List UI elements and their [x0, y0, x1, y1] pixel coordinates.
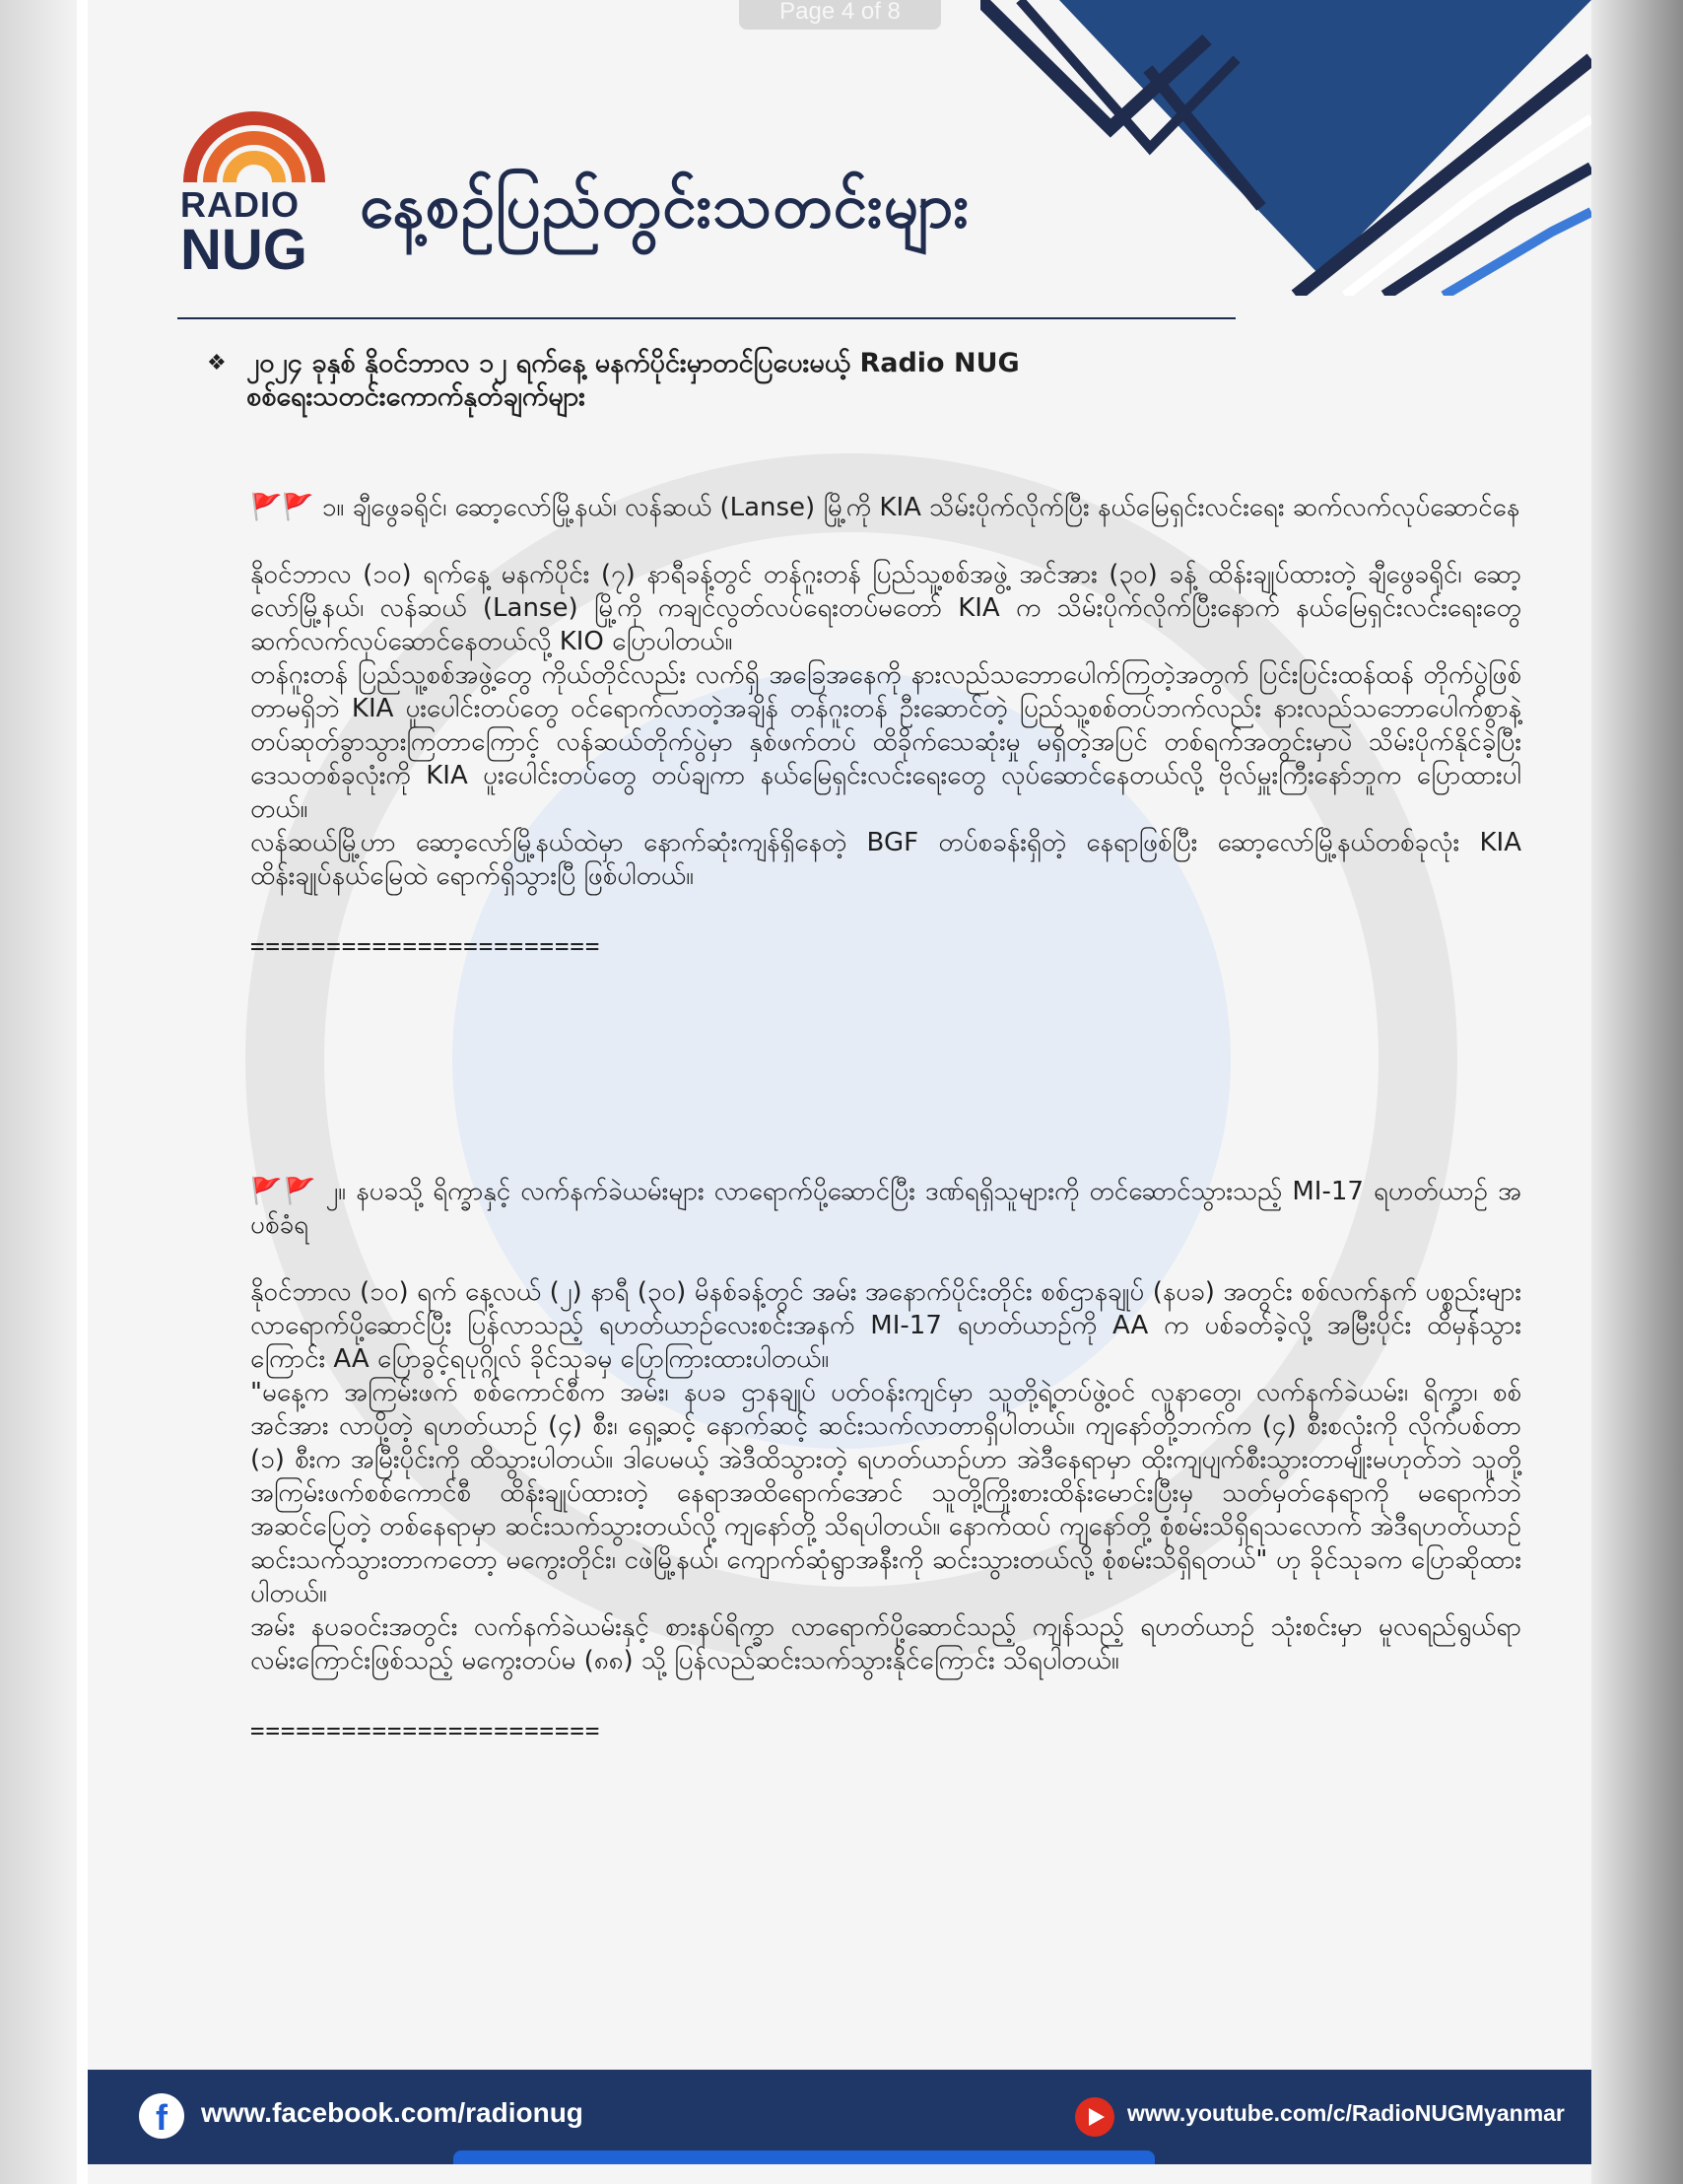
logo-radio-text: RADIO — [180, 184, 300, 225]
page-indicator: Page 4 of 8 — [739, 0, 941, 30]
flag-icon: 🚩🚩 — [250, 1177, 318, 1206]
news-item-1-title: 🚩🚩 ၁။ ချီဖွေခရိုင်၊ ဆော့လော်မြို့နယ်၊ လန်ဆယ် (Lanse) မြို့ကို KIA သိမ်းပိုက်လိုက်ပြီး နယ်မြေရှင်းလင်းရေး ဆက်လက်လုပ်ဆောင်နေ — [250, 493, 1520, 522]
news-item-1 — [250, 491, 1521, 960]
news-item-2-paragraph-1: နိုဝင်ဘာလ (၁၀) ရက် နေ့လယ် (၂) နာရီ (၃၀) မိနစ်ခန့်တွင် အမ်း အနောက်ပိုင်းတိုင်း စစ်ဌာနချုပ် (နပခ) အတွင်း စစ်လက်နက် ပစ္စည်းများ လာရောက်ပို့ဆောင်ပြီး ပြန်လာသည့် ရဟတ်ယာဉ်လေးစင်းအနက် MI-17 ရဟတ်ယာဉ်ကို AA က ပစ်ခတ်ခဲ့လို့ အမြီးပိုင်း ထိမှန်သွားကြောင်း AA ပြောခွင့်ရပုဂ္ဂိုလ် ခိုင်သုခမှ ပြောကြားထားပါတယ်။ — [250, 1277, 1521, 1374]
news-item-2-paragraph-3: အမ်း နပခဝင်းအတွင်း လက်နက်ခဲယမ်းနှင့် စားနပ်ရိက္ခာ လာရောက်ပို့ဆောင်သည့် ကျန်သည့် ရဟတ်ယာဉ် သုံးစင်းမှာ မူလရည်ရွယ်ရာလမ်းကြောင်းဖြစ်သည့် မကွေးတပ်မ (၈၈) သို့ ပြန်လည်ဆင်းသက်သွားနိုင်ကြောင်း သိရပါတယ်။ — [250, 1612, 1521, 1675]
flag-icon: 🚩🚩 — [250, 493, 314, 522]
facebook-link[interactable]: www.facebook.com/radionug — [201, 2097, 583, 2128]
diamond-bullet-icon: ❖ — [207, 351, 227, 375]
scroll-indicator[interactable] — [453, 2150, 1155, 2164]
right-margin — [1591, 0, 1683, 2184]
news-item-1-paragraph-1: နိုဝင်ဘာလ (၁၀) ရက်နေ့ မနက်ပိုင်း (၇) နာရီခန့်တွင် တန်ဂူးတန် ပြည်သူ့စစ်အဖွဲ့ အင်အား (၃၀) ခန့် ထိန်းချုပ်ထားတဲ့ ချီဖွေခရိုင်၊ ဆော့လော်မြို့နယ်၊ လန်ဆယ် (Lanse) မြို့ကို ကချင်လွတ်လပ်ရေးတပ်မတော် KIA က သိမ်းပိုက်လိုက်ပြီးနောက် နယ်မြေရှင်းလင်းရေးတွေ ဆက်လက်လုပ်ဆောင်နေတယ်လို့ KIO ပြောပါတယ်။ — [250, 560, 1521, 656]
separator-line: ======================= — [250, 932, 601, 960]
news-item-1-paragraph-2: တန်ဂူးတန် ပြည်သူ့စစ်အဖွဲ့တွေ ကိုယ်တိုင်လည်း လက်ရှိ အခြေအနေကို နားလည်သဘောပေါက်ကြတဲ့အတွက် ပြင်းပြင်းထန်ထန် တိုက်ပွဲဖြစ်တာမရှိဘဲ KIA ပူးပေါင်းတပ်တွေ ဝင်ရောက်လာတဲ့အချိန် တန်ဂူးတန် ဦးဆောင်တဲ့ ပြည်သူ့စစ်တပ်ဘက်လည်း နားလည်သဘောပေါက်စွာနဲ့ တပ်ဆုတ်ခွာသွားကြတာကြောင့် လန်ဆယ်တိုက်ပွဲမှာ နှစ်ဖက်တပ် ထိခိုက်သေဆုံးမှု မရှိတဲ့အပြင် တစ်ရက်အတွင်းမှာပဲ သိမ်းပိုက်နိုင်ခဲ့ပြီး ဒေသတစ်ခုလုံးကို KIA ပူးပေါင်းတပ်တွေ တပ်ချကာ နယ်မြေရှင်းလင်းရေးတွေ လုပ်ဆောင်နေတယ်လို့ ဗိုလ်မှူးကြီးနော်ဘူက ပြောထားပါတယ်။ — [250, 660, 1521, 824]
masthead-title: နေ့စဉ်ပြည်တွင်းသတင်းများ — [360, 170, 971, 241]
news-item-2-title: 🚩🚩 ၂။ နပခသို့ ရိက္ခာနှင့် လက်နက်ခဲယမ်းများ လာရောက်ပို့ဆောင်ပြီး ဒဏ်ရရှိသူများကို တင်ဆောင်သွားသည့် MI-17 ရဟတ်ယာဉ် အပစ်ခံရ — [250, 1177, 1521, 1240]
heading-text — [246, 347, 1232, 414]
news-item-2 — [250, 1175, 1521, 1744]
news-item-1-paragraph-3: လန်ဆယ်မြို့ဟာ ဆော့လော်မြို့နယ်ထဲမှာ နောက်ဆုံးကျန်ရှိနေတဲ့ BGF တပ်စခန်းရှိတဲ့ နေရာဖြစ်ပြီး ဆော့လော်မြို့နယ်တစ်ခုလုံး KIA ထိန်းချုပ်နယ်မြေထဲ ရောက်ရှိသွားပြီ ဖြစ်ပါတယ်။ — [250, 828, 1521, 891]
youtube-link[interactable]: www.youtube.com/c/RadioNUGMyanmar — [1127, 2100, 1565, 2126]
document-page — [88, 0, 1591, 2184]
logo-nug-text: NUG — [180, 218, 307, 282]
facebook-icon[interactable]: f — [139, 2093, 184, 2139]
news-item-2-paragraph-2: "မနေ့က အကြမ်းဖက် စစ်ကောင်စီက အမ်း၊ နပခ ဌာနချုပ် ပတ်ဝန်းကျင်မှာ သူတို့ရဲ့တပ်ဖွဲ့ဝင် လူနာတွေ၊ လက်နက်ခဲယမ်း၊ ရိက္ခာ၊ စစ်အင်အား လာပို့တဲ့ ရဟတ်ယာဉ် (၄) စီး၊ ရှေ့ဆင့် နောက်ဆင့် ဆင်းသက်လာတာရှိပါတယ်။ ကျနော်တို့ဘက်က (၄) စီးစလုံးကို လိုက်ပစ်တာ (၁) စီးက အမြီးပိုင်းကို ထိသွားပါတယ်။ ဒါပေမယ့် အဲဒီထိသွားတဲ့ ရဟတ်ယာဉ်ဟာ အဲဒီနေရာမှာ ထိုးကျပျက်စီးသွားတာမျိုးမဟုတ်ဘဲ သူတို့အကြမ်းဖက်စစ်ကောင်စီ ထိန်းချုပ်ထားတဲ့ နေရာအထိရောက်အောင် သူတို့ကြိုးစားထိန်းမောင်းပြီးမှ သတ်မှတ်နေရာကို မရောက်ဘဲ အဆင်ပြေတဲ့ တစ်နေရာမှာ ဆင်းသက်သွားတယ်လို့ ကျနော်တို့ သိရပါတယ်။ နောက်ထပ် ကျနော်တို့ စုံစမ်းသိရှိရသလောက် အဲဒီရဟတ်ယာဉ်ဆင်းသက်သွားတာကတော့ မကွေးတိုင်း၊ ငဖဲမြို့နယ်၊ ကျောက်ဆုံရွာအနီးကို ဆင်းသွားတယ်လို့ စုံစမ်းသိရှိရတယ်" ဟု ခိုင်သုခက ပြောဆိုထားပါတယ်။ — [250, 1378, 1521, 1608]
separator-line: ======================= — [250, 1717, 601, 1744]
youtube-icon[interactable] — [1075, 2097, 1114, 2137]
masthead-rule — [177, 317, 1236, 319]
heading-line-2: စစ်ရေးသတင်းကောက်နုတ်ချက်များ — [246, 381, 585, 412]
left-margin — [0, 0, 77, 2184]
corner-decoration — [980, 0, 1591, 296]
heading-line-1: ၂၀၂၄ ခုနှစ် နိုဝင်ဘာလ ၁၂ ရက်နေ့ မနက်ပိုင်းမှာတင်ပြပေးမယ့် Radio NUG — [246, 348, 1020, 378]
